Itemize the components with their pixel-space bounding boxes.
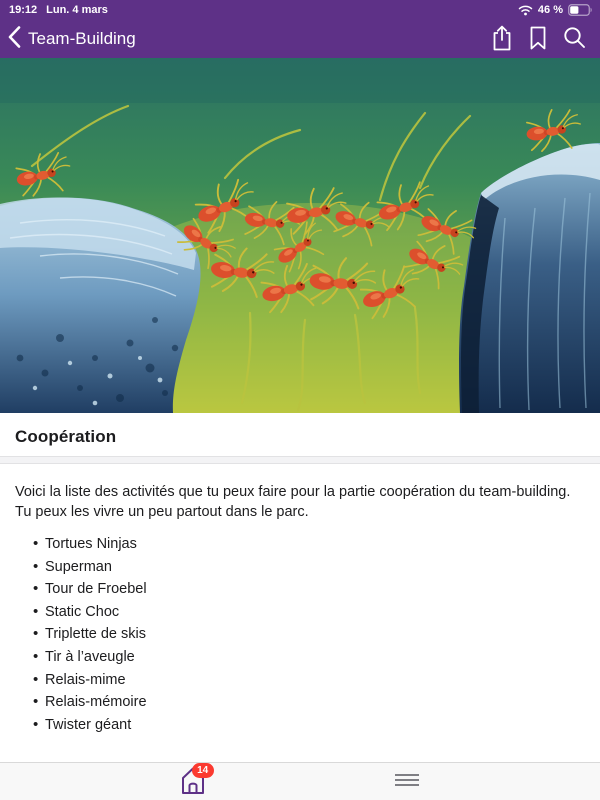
page-title: Coopération: [15, 427, 117, 446]
back-button[interactable]: [8, 26, 136, 53]
back-button-label: Team-Building: [28, 29, 136, 48]
tab-bar: [0, 762, 600, 800]
status-bar: [0, 0, 600, 20]
chevron-left-icon: [8, 26, 21, 53]
status-left: [9, 4, 108, 16]
activity-item: • Twister géant: [35, 714, 585, 737]
activity-item: • Tortues Ninjas: [35, 533, 585, 556]
article: [0, 413, 600, 736]
hero-image: [0, 58, 600, 413]
bookmark-button[interactable]: [529, 26, 547, 53]
search-button[interactable]: [563, 26, 586, 52]
navigation-bar: [0, 20, 600, 58]
tab-menu[interactable]: [385, 764, 429, 800]
header-chrome: [0, 0, 600, 58]
clock: 19:12: [9, 4, 38, 16]
wifi-icon: [518, 4, 533, 16]
activity-item: • Superman: [35, 556, 585, 579]
activity-item: • Tir à l’aveugle: [35, 646, 585, 669]
notification-badge: 14: [192, 763, 214, 778]
battery-percent: 46 %: [537, 4, 563, 16]
intro-paragraph: Voici la liste des activités que tu peux faire pour la partie coopération du team-building. Tu peux les vivre un peu partout dans le parc.: [15, 484, 571, 520]
activity-item: • Triplette de skis: [35, 623, 585, 646]
activity-item: • Relais-mime: [35, 669, 585, 692]
share-button[interactable]: [491, 25, 513, 54]
bookmark-icon: [529, 26, 547, 53]
activity-item: • Relais-mémoire: [35, 691, 585, 714]
menu-icon: [394, 773, 420, 790]
tab-home[interactable]: [171, 764, 215, 800]
section-divider: [0, 456, 600, 464]
status-right: [518, 4, 593, 16]
status-date: Lun. 4 mars: [46, 4, 108, 16]
share-icon: [491, 25, 513, 54]
search-icon: [563, 26, 586, 52]
battery-icon: [568, 4, 593, 16]
activity-item: • Tour de Froebel: [35, 578, 585, 601]
activity-item: • Static Choc: [35, 601, 585, 624]
activity-list: [0, 533, 600, 736]
nav-actions: [491, 25, 586, 54]
